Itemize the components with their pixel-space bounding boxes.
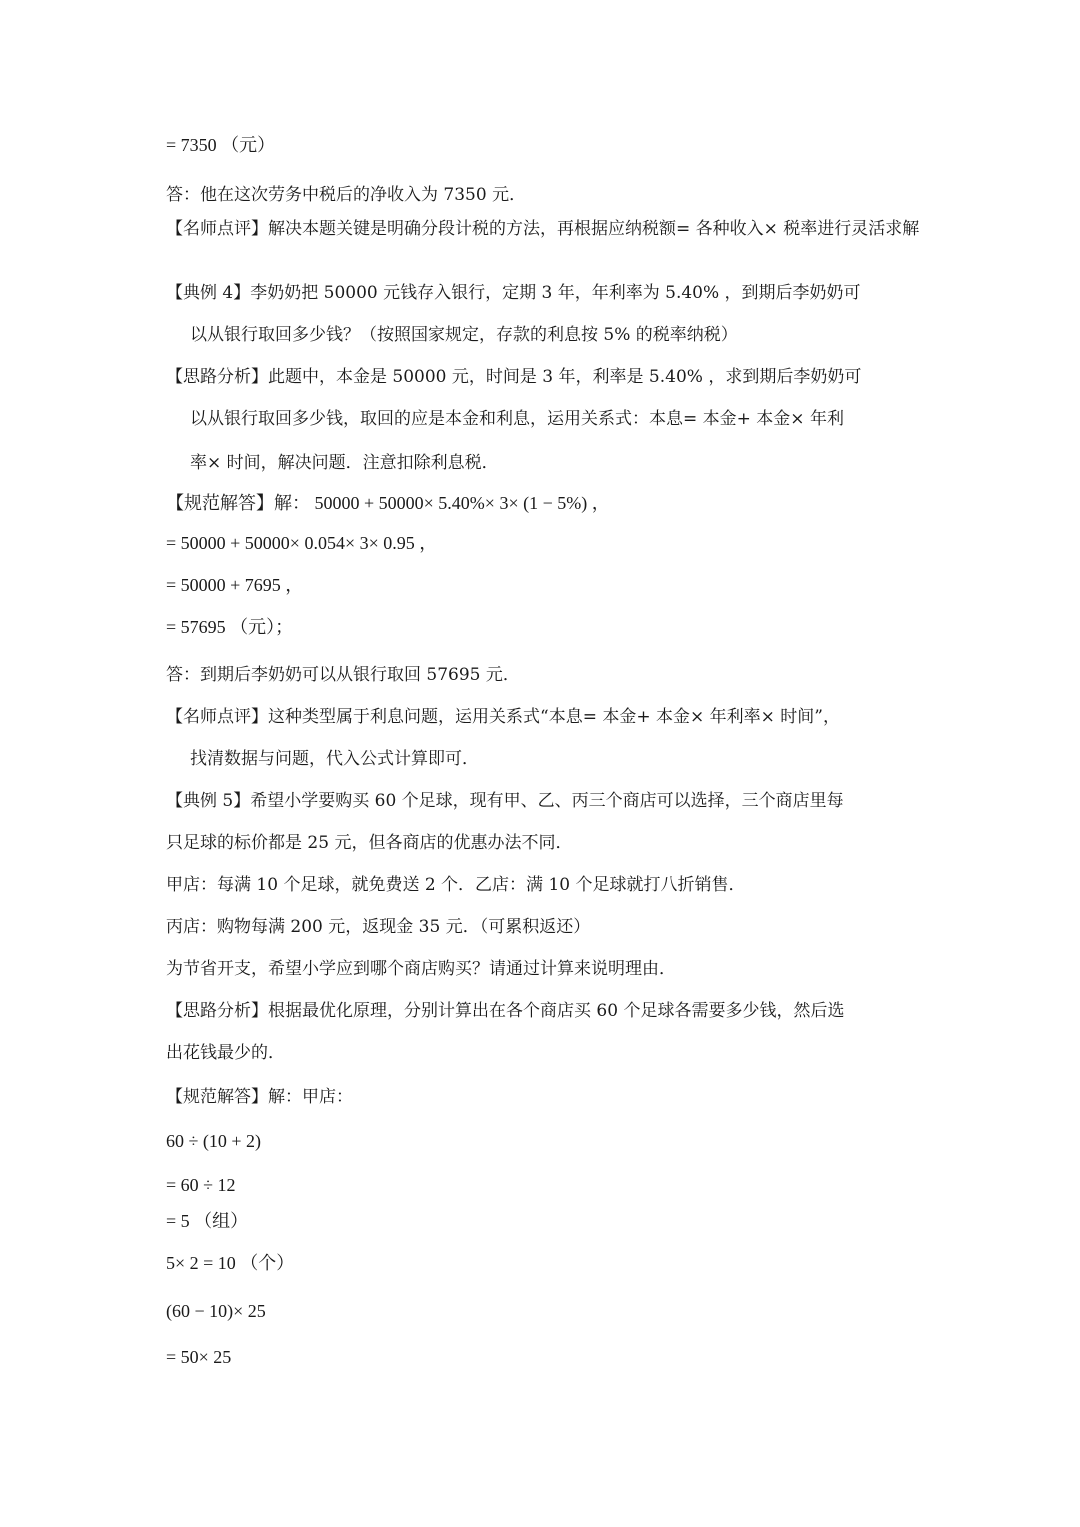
equation-line: = 7350 （元） [166, 135, 276, 155]
example-5-title: 【典例 5】希望小学要购买 60 个足球，现有甲、乙、丙三个商店可以选择，三个商店里每 [166, 791, 844, 811]
shop-c-line: 丙店：购物每满 200 元，返现金 35 元．（可累积返还） [166, 917, 591, 937]
shop-a-b-line: 甲店：每满 10 个足球，就免费送 2 个．乙店：满 10 个足球就打八折销售． [166, 875, 746, 895]
teacher-comment: 【名师点评】解决本题关键是明确分段计税的方法，再根据应纳税额= 各种收入× 税率进行灵活求解 [166, 219, 920, 239]
equation-line: = 50000 + 7695 ， [166, 575, 304, 595]
analysis-line: 【思路分析】根据最优化原理，分别计算出在各个商店买 60 个足球各需要多少钱，然后选 [166, 1001, 845, 1021]
example-4-text: 以从银行取回多少钱？（按照国家规定，存款的利息按 5% 的税率纳税） [190, 325, 738, 345]
equation-line: 60 ÷ (10 + 2) [166, 1131, 262, 1151]
teacher-comment: 找清数据与问题，代入公式计算即可． [190, 749, 479, 769]
equation-line: = 50000 + 50000× 0.054× 3× 0.95 ， [166, 533, 438, 553]
equation-line: = 5 （组） [166, 1211, 249, 1231]
example-5-text: 只足球的标价都是 25 元，但各商店的优惠办法不同． [166, 833, 573, 853]
solution-line: 【规范解答】解：甲店： [166, 1087, 353, 1107]
solution-line: 【规范解答】解： 50000 + 50000× 5.40%× 3× (1 − 5%) ， [166, 493, 610, 513]
equation-line: = 50× 25 [166, 1347, 232, 1367]
answer-line: 答：到期后李奶奶可以从银行取回 57695 元． [166, 665, 520, 685]
analysis-line: 以从银行取回多少钱，取回的应是本金和利息，运用关系式：本息= 本金+ 本金× 年利 [190, 409, 844, 429]
equation-line: (60 − 10)× 25 [166, 1301, 266, 1321]
teacher-comment: 【名师点评】这种类型属于利息问题，运用关系式“本息= 本金+ 本金× 年利率× 时间”， [166, 707, 840, 727]
question-line: 为节省开支，希望小学应到哪个商店购买？请通过计算来说明理由． [166, 959, 676, 979]
equation-line: = 60 ÷ 12 [166, 1175, 236, 1195]
analysis-line: 率× 时间，解决问题．注意扣除利息税． [190, 453, 499, 473]
equation-line: 5× 2 = 10 （个） [166, 1253, 295, 1273]
analysis-line: 【思路分析】此题中，本金是 50000 元，时间是 3 年，利率是 5.40% ，求到期后李奶奶可 [166, 367, 862, 387]
equation-line: = 57695 （元）； [166, 617, 294, 637]
answer-line: 答：他在这次劳务中税后的净收入为 7350 元． [166, 185, 527, 205]
example-4-title: 【典例 4】李奶奶把 50000 元钱存入银行，定期 3 年，年利率为 5.40% ，到期后李奶奶可 [166, 283, 861, 303]
analysis-line: 出花钱最少的． [166, 1043, 285, 1063]
